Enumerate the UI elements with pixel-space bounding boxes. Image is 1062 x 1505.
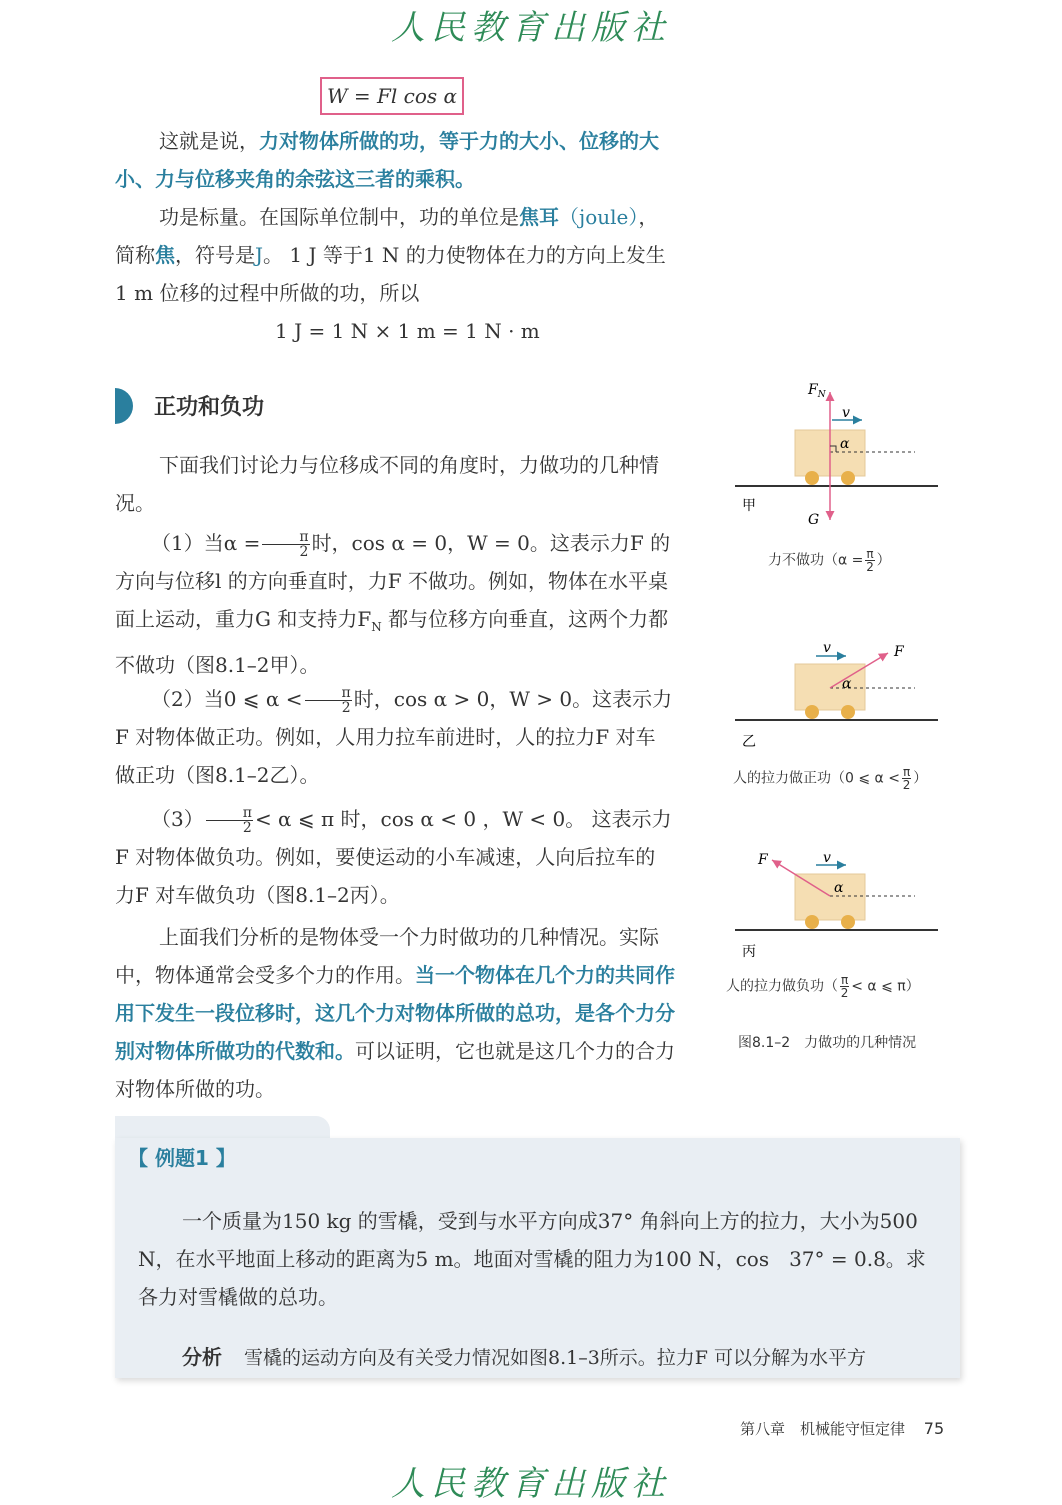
panel-b-diagram — [735, 653, 938, 720]
caption-text: 力不做功（α = — [768, 552, 864, 569]
case-2-paragraph — [115, 680, 675, 794]
example-body: 一个质量为150 kg 的雪橇，受到与水平方向成37° 角斜向上方的拉力，大小为500 N，在水平地面上移动的距离为5 m。地面对雪橇的阻力为100 N，cos 37° = 0.8。求各力对雪橇做的总功。 — [138, 1209, 926, 1309]
work-formula-box — [320, 77, 464, 115]
case-1-text-a: （1）当α = — [151, 531, 261, 555]
figure-8-1-2 — [720, 370, 960, 1070]
footer-chapter: 第八章 机械能守恒定律 — [740, 1420, 906, 1438]
intro-paragraph: 下面我们讨论力与位移成不同的角度时，力做功的几种情况。 — [115, 453, 659, 515]
case-1-paragraph — [115, 524, 675, 684]
unit-text-1: 功是标量。在国际单位制中，功的单位是 — [159, 205, 519, 229]
total-work-paragraph — [115, 918, 675, 1108]
pi-over-2-fraction — [262, 530, 309, 559]
panel-label-a: 甲 — [742, 498, 756, 514]
caption-panel-a — [768, 548, 891, 573]
fraction-numerator: π — [262, 530, 309, 545]
section-title: 正功和负功 — [154, 395, 265, 420]
cart-wheel — [805, 915, 819, 929]
fraction-denominator: 2 — [840, 986, 849, 1000]
joule-english: （joule） — [559, 205, 639, 229]
publisher-watermark-bottom: 人民教育出版社 — [391, 1464, 671, 1504]
panel-label-b: 乙 — [742, 734, 756, 750]
publisher-watermark-top: 人民教育出版社 — [391, 8, 671, 48]
cart-wheel — [805, 705, 819, 719]
fraction-numerator: π — [902, 765, 911, 779]
figure-caption: 图8.1–2 力做功的几种情况 — [738, 1035, 917, 1051]
unit-text-4: 。 1 J 等于1 N 的力使物体在力的方向上发生1 m 位移的过程中所做的功，所以 — [115, 243, 666, 305]
case-3-text-b: < α ⩽ π 时，cos α < 0 ，W < 0。 这表示力F 对物体做负功。例如，要使运动的小车减速，人向后拉车的力F 对车做负功（图8.1–2丙）。 — [115, 807, 672, 907]
cart-wheel — [841, 705, 855, 719]
label-f: F — [894, 644, 904, 660]
page-footer — [740, 1418, 944, 1439]
section-marker — [115, 388, 133, 424]
case-1-text-b: 时，cos α = 0，W = 0。这表示力F 的方向与位移l 的方向垂直时，力F 不做功。例如，物体在水平桌面上运动，重力G 和支持力F — [115, 531, 671, 631]
fraction-denominator: 2 — [866, 560, 874, 574]
label-v: v — [842, 405, 850, 421]
example-heading: 【 例题1 】 — [128, 1146, 236, 1170]
panel-label-c: 丙 — [742, 944, 756, 960]
cart-wheel — [841, 915, 855, 929]
joule-formula: 1 J = 1 N × 1 m = 1 N · m — [275, 319, 540, 343]
label-g: G — [808, 512, 820, 528]
label-f: F — [758, 852, 768, 868]
cart-wheel — [841, 471, 855, 485]
example-tab — [115, 1116, 330, 1140]
label-alpha: α — [840, 436, 850, 452]
fraction-numerator: π — [305, 686, 352, 701]
pi-over-2-fraction — [305, 686, 352, 715]
jiao-term: 焦 — [155, 243, 175, 267]
pi-over-2-fraction — [865, 548, 874, 573]
unit-paragraph — [115, 198, 675, 312]
caption-text: ） — [876, 552, 891, 569]
normal-force-subscript: N — [371, 620, 382, 634]
case-1-text-c: 都与位移方向垂直，这两个力都不做功（图8.1–2甲）。 — [115, 607, 669, 677]
case-2-text-b: 时，cos α > 0，W > 0。这表示力F 对物体做正功。例如，人用力拉车前进时，人的拉力F 对车做正功（图8.1–2乙）。 — [115, 687, 673, 787]
label-alpha: α — [834, 880, 844, 896]
caption-text: < α ⩽ π） — [851, 978, 920, 995]
caption-text: 人的拉力做正功（0 ⩽ α < — [733, 770, 900, 787]
pi-over-2-fraction — [840, 974, 849, 999]
caption-panel-c — [726, 974, 920, 999]
unit-text-2: ，简称 — [115, 205, 659, 267]
fraction-numerator: π — [841, 973, 849, 987]
label-v: v — [823, 640, 831, 656]
panel-a-diagram — [735, 392, 938, 520]
pi-over-2-fraction — [902, 766, 911, 791]
pi-over-2-fraction — [206, 806, 253, 835]
page-number: 75 — [923, 1419, 945, 1438]
case-3-text-a: （3） — [151, 807, 204, 831]
caption-text: ） — [913, 770, 928, 787]
cart-wheel — [805, 471, 819, 485]
total-work-text-1: 上面我们分析的是物体受一个力时做功的几种情况。实际中，物体通常会受多个力的作用。 — [115, 925, 659, 987]
caption-text: 人的拉力做负功（ — [726, 978, 838, 995]
label-fn: $F_N$ — [808, 382, 826, 400]
fraction-numerator: π — [206, 806, 253, 821]
joule-symbol: J — [255, 243, 264, 267]
unit-text-3: ，符号是 — [175, 243, 255, 267]
joule-term: 焦耳 — [519, 205, 559, 229]
label-v: v — [823, 850, 831, 866]
caption-panel-b — [733, 766, 927, 791]
case-2-text-a: （2）当0 ⩽ α < — [151, 687, 303, 711]
fraction-denominator: 2 — [299, 544, 309, 560]
case-3-paragraph — [115, 800, 675, 914]
analysis-label: 分析 — [182, 1345, 222, 1369]
fraction-denominator: 2 — [341, 700, 351, 716]
total-work-emphasis: 当一个物体在几个力的共同作用下发生一段位移时，这几个力对物体所做的总功，是各个力分别对物体所做功的代数和。 — [115, 963, 675, 1063]
analysis-text: 雪橇的运动方向及有关受力情况如图8.1–3所示。拉力F 可以分解为水平方 — [244, 1347, 867, 1369]
definition-lead: 这就是说， — [159, 129, 259, 153]
total-work-text-2: 可以证明，它也就是这几个力的合力对物体所做的功。 — [115, 1039, 675, 1101]
cart-body — [795, 664, 865, 710]
definition-paragraph — [115, 122, 675, 198]
fraction-numerator: π — [866, 547, 874, 561]
analysis-line — [182, 1340, 866, 1375]
work-formula: W = Fl cos α — [326, 84, 458, 108]
fraction-denominator: 2 — [902, 778, 911, 792]
definition-emphasis: 力对物体所做的功，等于力的大小、位移的大小、力与位移夹角的余弦这三者的乘积。 — [115, 129, 659, 191]
label-alpha: α — [842, 676, 852, 692]
fraction-denominator: 2 — [242, 820, 252, 836]
